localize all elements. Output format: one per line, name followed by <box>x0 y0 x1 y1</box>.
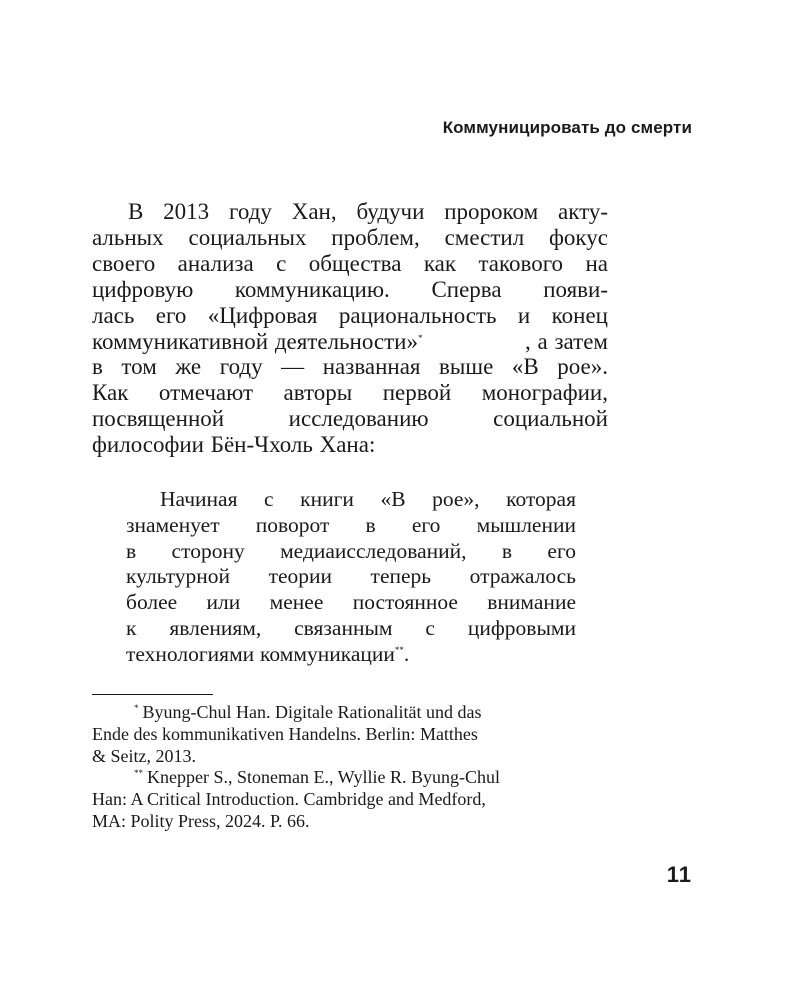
paragraph-line-part: коммуникативной деятельности»* <box>92 328 423 354</box>
footnote-mark: ** <box>134 768 143 779</box>
footnote-reference: ** <box>394 644 404 655</box>
paragraph-line: в том же году — названная выше «В рое». <box>92 354 608 380</box>
paragraph-line: посвященной исследованию социальной <box>92 406 608 432</box>
paragraph-line <box>92 329 608 355</box>
quote-line: Начиная с книги «В рое», которая <box>160 487 576 511</box>
paragraph-line-part: , а затем <box>525 328 608 354</box>
paragraph-line: своего анализа с общества как такового на <box>92 250 608 276</box>
footnote-line: ** Knepper S., Stoneman E., Wyllie R. Byung-Chul <box>134 767 501 788</box>
footnote-line: & Seitz, 2013. <box>92 745 196 766</box>
page-number: 11 <box>666 862 692 887</box>
paragraph-line: философии Бён-Чхоль Хана: <box>92 432 376 458</box>
quote-line: знаменует поворот в его мышлении <box>126 512 576 537</box>
quote-line: культурной теории теперь отражалось <box>126 564 576 589</box>
running-head: Коммуницировать до смерти <box>442 118 692 137</box>
footnotes <box>92 702 608 833</box>
block-quote <box>126 487 576 668</box>
quote-line: более или менее постоянное внимание <box>126 590 576 615</box>
footnote-line: * Byung-Chul Han. Digitale Rationalität und das <box>134 702 482 722</box>
paragraph-line: альных социальных проблем, сместил фокус <box>92 224 608 250</box>
footnote-reference: * <box>418 332 423 343</box>
quote-line: в сторону медиаисследований, в его <box>126 538 576 563</box>
paragraph-line: цифровую коммуникацию. Сперва появи- <box>92 276 608 302</box>
paragraph-line: В 2013 году Хан, будучи пророком акту- <box>128 199 608 224</box>
quote-line: к явлениям, связанным с цифровыми <box>126 615 576 640</box>
footnote-line: Ende des kommunikativen Handelns. Berlin: Matthes <box>92 723 478 744</box>
quote-line: технологиями коммуникации**. <box>126 641 410 666</box>
footnote-line: Han: A Critical Introduction. Cambridge and Medford, <box>92 789 486 810</box>
paragraph-line: Как отмечают авторы первой монографии, <box>92 380 608 406</box>
footnote-1 <box>92 702 608 767</box>
main-paragraph <box>92 199 608 458</box>
footnote-2 <box>92 767 608 832</box>
footnote-mark: * <box>134 703 139 713</box>
paragraph-line: лась его «Цифровая рациональность и конец <box>92 302 608 328</box>
footnote-line: MA: Polity Press, 2024. P. 66. <box>92 810 310 831</box>
footnote-separator <box>92 694 213 695</box>
